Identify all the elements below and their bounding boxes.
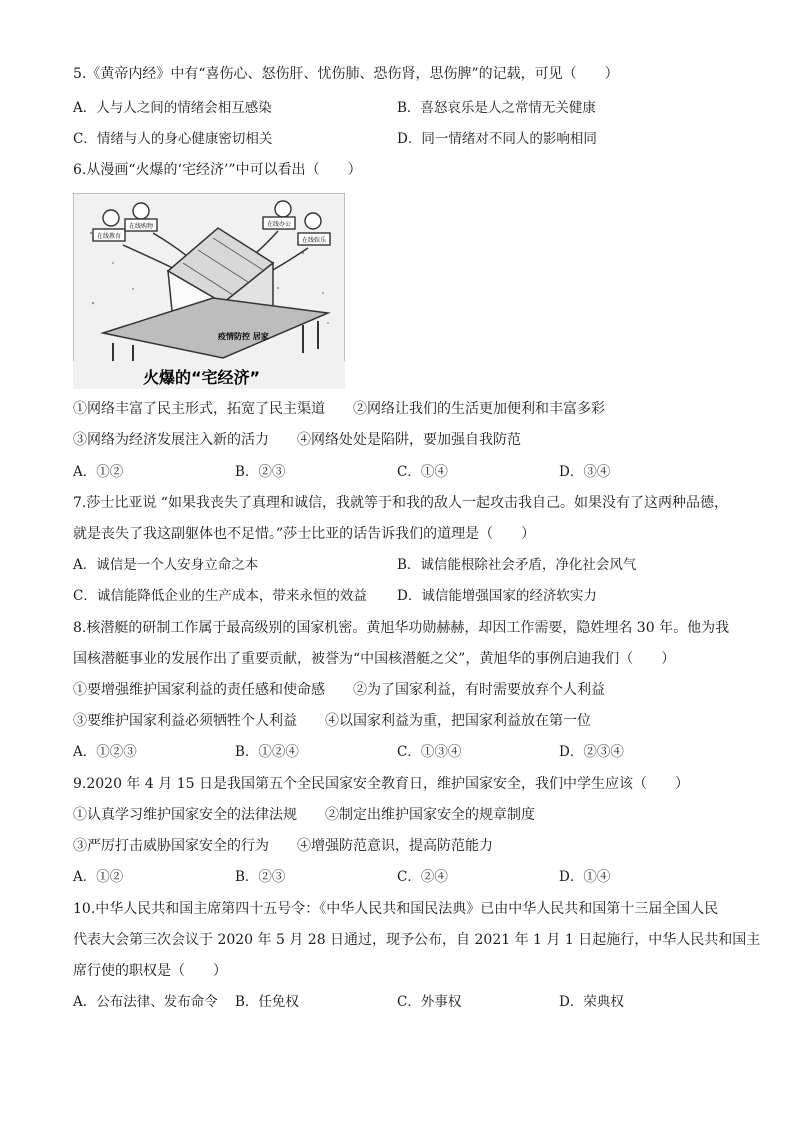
- q9-option-a: A．①②: [73, 869, 124, 885]
- q6-stem: 6.从漫画“火爆的‘宅经济’”中可以看出（ ）: [73, 162, 362, 178]
- q6-statements-line-2: ③网络为经济发展注入新的活力 ④网络处处是陷阱，要加强自我防范: [73, 432, 521, 448]
- q6-option-b: B．②③: [235, 464, 286, 480]
- q9-statements-line-2: ③严厉打击威胁国家安全的行为 ④增强防范意识，提高防范能力: [73, 838, 493, 854]
- q8-statements-line-2: ③要维护国家利益必须牺牲个人利益 ④以国家利益为重，把国家利益放在第一位: [73, 713, 591, 729]
- q8-option-b: B．①②④: [235, 744, 299, 760]
- q10-option-c: C．外事权: [397, 994, 462, 1010]
- q10-option-a: A．公布法律、发布命令: [73, 994, 218, 1010]
- sign-label-2: 在线购物: [128, 223, 154, 230]
- cartoon-caption: 火爆的“宅经济”: [143, 368, 261, 387]
- q7-stem-line-2: 就是丧失了我这副躯体也不足惜。”莎士比亚的话告诉我们的道理是（ ）: [73, 526, 536, 542]
- q7-option-d: D．诚信能增强国家的经济软实力: [397, 588, 597, 604]
- cartoon-image: [73, 193, 345, 389]
- q7-option-c: C．诚信能降低企业的生产成本，带来永恒的效益: [73, 588, 367, 604]
- q6-option-c: C．①④: [397, 464, 448, 480]
- base-label: 疫情防控 居家: [218, 332, 269, 341]
- q9-stem: 9.2020 年 4 月 15 日是我国第五个全民国家安全教育日，维护国家安全，我们中学生应该（ ）: [73, 776, 689, 792]
- q10-option-d: D．荣典权: [559, 994, 624, 1010]
- q5-stem: 5.《黄帝内经》中有“喜伤心、怒伤肝、忧伤肺、恐伤肾，思伤脾”的记载，可见（ ）: [73, 66, 619, 82]
- q5-option-b: B．喜怒哀乐是人之常情无关健康: [397, 100, 596, 116]
- q9-option-c: C．②④: [397, 869, 448, 885]
- q5-option-d: D．同一情绪对不同人的影响相同: [397, 131, 597, 147]
- q9-statements-line-1: ①认真学习维护国家安全的法律法规 ②制定出维护国家安全的规章制度: [73, 807, 535, 823]
- q6-option-d: D．③④: [559, 464, 611, 480]
- sign-label-3: 在线办公: [266, 221, 292, 228]
- q8-option-a: A．①②③: [73, 744, 137, 760]
- q10-option-b: B．任免权: [235, 994, 299, 1010]
- q10-stem-line-2: 代表大会第三次会议于 2020 年 5 月 28 日通过，现予公布，自 2021 年 1 月 1 日起施行，中华人民共和国主: [73, 932, 761, 948]
- q9-option-b: B．②③: [235, 869, 286, 885]
- q5-option-a: A．人与人之间的情绪会相互感染: [73, 100, 272, 116]
- q10-stem-line-1: 10.中华人民共和国主席第四十五号令：《中华人民共和国民法典》已由中华人民共和国第十三届全国人民: [73, 901, 719, 917]
- q8-option-d: D．②③④: [559, 744, 624, 760]
- sign-label-4: 在线娱乐: [301, 237, 327, 244]
- q7-option-a: A．诚信是一个人安身立命之本: [73, 557, 259, 573]
- q8-stem-line-2: 国核潜艇事业的发展作出了重要贡献，被誉为“中国核潜艇之父”，黄旭华的事例启迪我们（ ）: [73, 651, 676, 667]
- q8-stem-line-1: 8.核潜艇的研制工作属于最高级别的国家机密。黄旭华功勋赫赫，却因工作需要，隐姓埋名 30 年。他为我: [73, 620, 730, 636]
- q8-option-c: C．①③④: [397, 744, 462, 760]
- q6-option-a: A．①②: [73, 464, 124, 480]
- q8-statements-line-1: ①要增强维护国家利益的责任感和使命感 ②为了国家利益，有时需要放弃个人利益: [73, 682, 605, 698]
- q10-stem-line-3: 席行使的职权是（ ）: [73, 963, 227, 979]
- q7-option-b: B．诚信能根除社会矛盾，净化社会风气: [397, 557, 637, 573]
- q5-option-c: C．情绪与人的身心健康密切相关: [73, 131, 273, 147]
- q6-statements-line-1: ①网络丰富了民主形式，拓宽了民主渠道 ②网络让我们的生活更加便利和丰富多彩: [73, 401, 605, 417]
- q7-stem-line-1: 7.莎士比亚说 “如果我丧失了真理和诚信，我就等于和我的敌人一起攻击我自己。如果没有了这两种品德，: [73, 495, 728, 511]
- sign-label-1: 在线教育: [96, 233, 122, 240]
- q9-option-d: D．①④: [559, 869, 611, 885]
